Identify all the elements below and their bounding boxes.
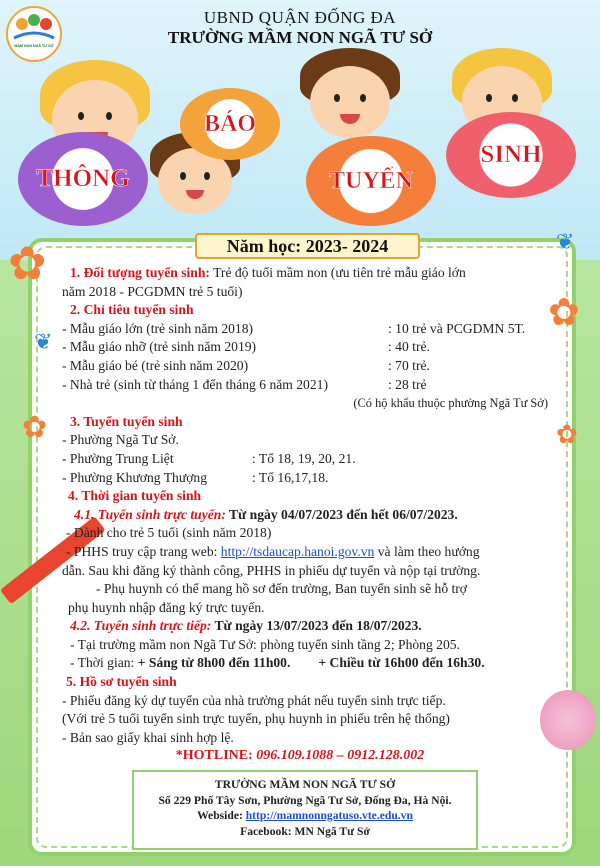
- flower-bao: [180, 88, 280, 160]
- sec2-title: 2. Chỉ tiêu tuyển sinh: [70, 302, 194, 318]
- direct-line2: - Thời gian: + Sáng từ 8h00 đến 11h00. + Chiều từ 16h00 đến 16h30.: [70, 655, 485, 671]
- banner-word-tuyen: TUYỂN: [328, 167, 413, 194]
- docs-line3: - Bản sao giấy khai sinh hợp lệ.: [62, 729, 234, 745]
- school-name: TRƯỜNG MẦM NON NGÃ TƯ SỞ: [167, 28, 433, 47]
- tsdaucap-link[interactable]: http://tsdaucap.hanoi.gov.vn: [220, 543, 375, 559]
- flower-decor-icon: ✿: [22, 410, 48, 445]
- tree-decor-icon: [540, 690, 596, 750]
- sec5-title: 5. Hồ sơ tuyển sinh: [66, 674, 177, 690]
- docs-line2: (Với trẻ 5 tuổi tuyển sinh trực tuyến, phụ huynh in phiếu trên hệ thống): [62, 711, 450, 727]
- flower-decor-icon: ✿: [556, 420, 578, 450]
- sec1-title: 1. Đối tượng tuyển sinh:: [70, 265, 210, 280]
- flower-tuyen: [306, 136, 436, 226]
- flower-sinh: [446, 112, 576, 198]
- footer-address: Số 229 Phố Tây Sơn, Phường Ngã Tư Sở, Đống Đa, Hà Nội.: [158, 793, 452, 807]
- quota-row: - Mẫu giáo bé (trẻ sinh năm 2020) : 70 trẻ.: [62, 357, 430, 373]
- quota-row: - Mẫu giáo lớn (trẻ sinh năm 2018) : 10 trẻ và PCGDMN 5T.: [62, 320, 526, 336]
- online-line5: phụ huynh nhập đăng ký trực tuyến.: [68, 599, 265, 615]
- sec3-title: 3. Tuyển tuyển sinh: [70, 413, 183, 429]
- hotline: [0, 748, 600, 764]
- docs-line1: - Phiếu đăng ký dự tuyển của nhà trường phát nếu tuyển sinh trực tiếp.: [62, 692, 446, 708]
- footer-school-name: TRƯỜNG MẦM NON NGÃ TƯ SỞ: [214, 778, 396, 791]
- online-line4: - Phụ huynh có thể mang hồ sơ đến trường, Ban tuyển sinh sẽ hỗ trợ: [96, 581, 468, 597]
- leaf-decor-icon: ❦: [556, 230, 575, 255]
- website-link[interactable]: http://mamnonngatuso.vte.edu.vn: [245, 809, 413, 822]
- direct-line1: - Tại trường mầm non Ngã Tư Sở: phòng tuyển sinh tầng 2; Phòng 205.: [70, 636, 460, 652]
- hotline-label: *HOTLINE:: [175, 748, 257, 763]
- online-heading: 4.1. Tuyển sinh trực tuyến: Từ ngày 04/07/2023 đến hết 06/07/2023.: [74, 506, 458, 522]
- contact-footer: [132, 770, 478, 850]
- flower-decor-icon: ✿: [8, 236, 47, 290]
- flower-thong: [18, 132, 148, 226]
- quota-note: (Có hộ khẩu thuộc phường Ngã Tư Sở): [353, 396, 548, 411]
- ward-row: - Phường Trung Liệt : Tổ 18, 19, 20, 21.: [62, 450, 356, 466]
- banner-word-sinh: SINH: [480, 141, 542, 168]
- quota-row: - Mẫu giáo nhỡ (trẻ sinh năm 2019) : 40 trẻ.: [62, 339, 430, 355]
- hotline-numbers: 096.109.1088 – 0912.128.002: [256, 748, 425, 763]
- sec1-line1: [70, 264, 548, 283]
- footer-facebook: Facebook: MN Ngã Tư Sở: [240, 824, 370, 838]
- online-line1: - Dành cho trẻ 5 tuổi (sinh năm 2018): [66, 525, 272, 541]
- online-line3: dẫn. Sau khi đăng ký thành công, PHHS in phiếu dự tuyển và nộp tại trường.: [62, 562, 481, 578]
- school-year: Năm học: 2023- 2024: [195, 233, 420, 259]
- announcement-content: [62, 264, 548, 747]
- district-name: UBND QUẬN ĐỐNG ĐA: [203, 8, 397, 27]
- kid-right-center: [300, 48, 400, 140]
- sec4-title: 4. Thời gian tuyển sinh: [68, 488, 202, 504]
- ward-row: - Phường Khương Thượng : Tổ 16,17,18.: [62, 469, 329, 485]
- footer-website: Webside: http://mamnonngatuso.vte.edu.vn: [197, 809, 413, 822]
- ward-row: - Phường Ngã Tư Sở.: [62, 432, 179, 448]
- banner-word-bao: BÁO: [203, 110, 256, 137]
- logo-text: MẦM NON NGÃ TƯ SỞ: [14, 44, 54, 48]
- banner-word-thong: THÔNG: [36, 165, 130, 192]
- flower-decor-icon: ✿: [548, 290, 580, 334]
- sec1-text1: Trẻ độ tuổi mầm non (ưu tiên trẻ mẫu giáo lớn: [209, 265, 466, 280]
- online-line2: - PHHS truy cập trang web: http://tsdaucap.hanoi.gov.vn và làm theo hướng: [66, 543, 480, 559]
- sec1-text2: năm 2018 - PCGDMN trẻ 5 tuổi): [62, 283, 243, 299]
- quota-row: - Nhà trẻ (sinh từ tháng 1 đến tháng 6 năm 2021) : 28 trẻ: [62, 376, 427, 392]
- direct-heading: 4.2. Tuyển sinh trực tiếp: Từ ngày 13/07/2023 đến 18/07/2023.: [70, 618, 422, 634]
- leaf-decor-icon: ❦: [34, 330, 53, 355]
